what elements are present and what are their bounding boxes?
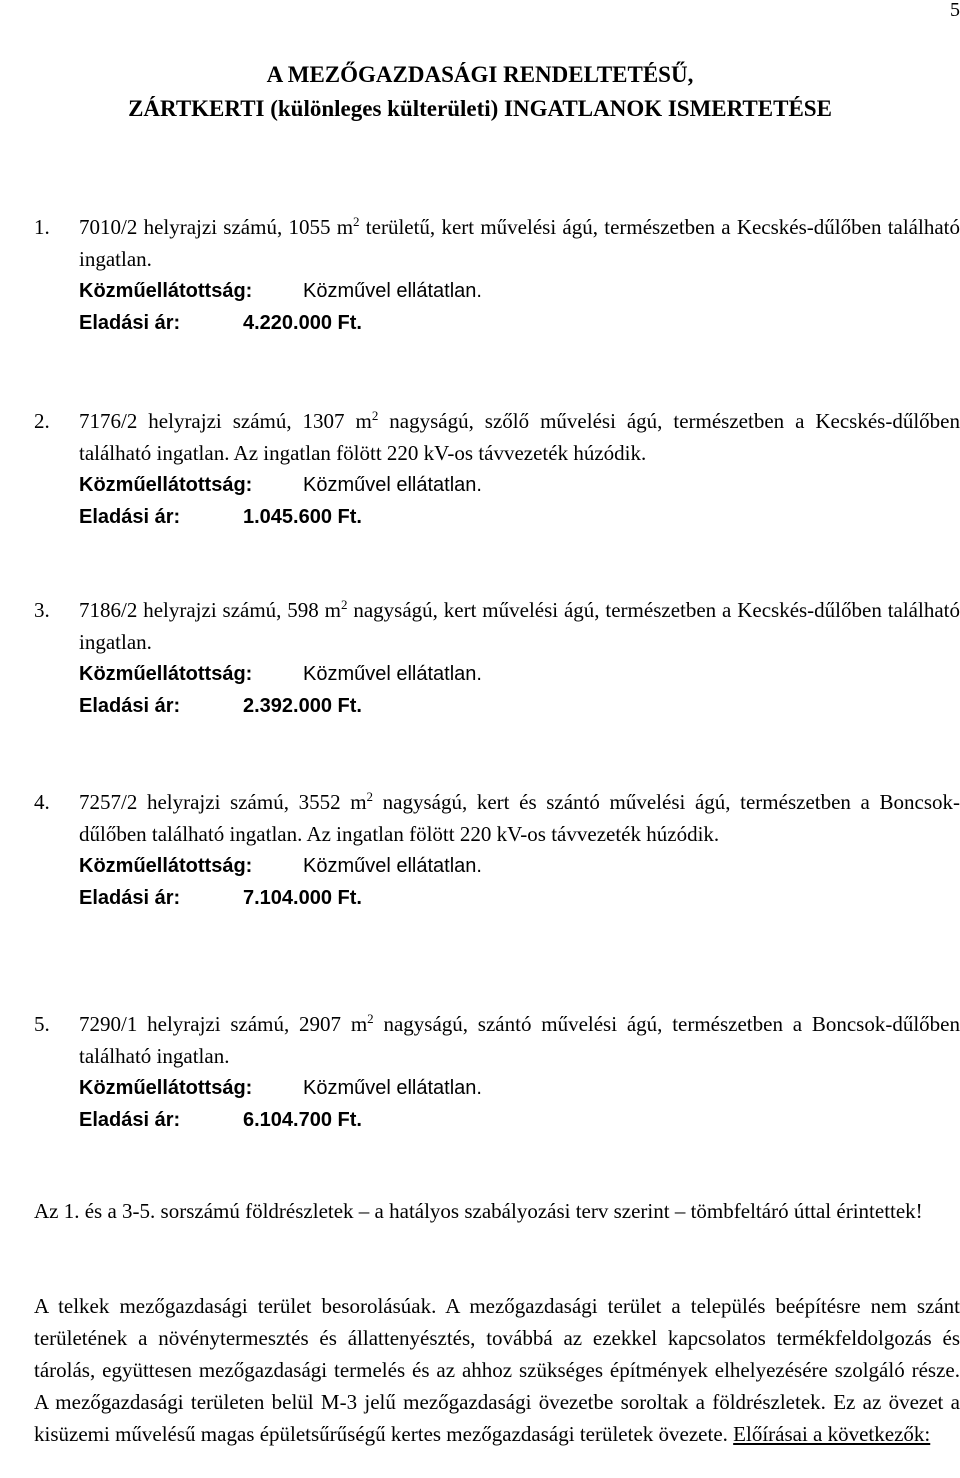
price-label: Eladási ár: — [79, 887, 181, 909]
price-value: 4.220.000 Ft. — [243, 312, 362, 334]
utility-value: Közművel ellátatlan. — [303, 1077, 482, 1099]
superscript: 2 — [371, 408, 379, 423]
item-description — [79, 594, 960, 658]
utility-row — [79, 275, 960, 307]
description-text: területű, kert művelési ágú, természetben a Kecskés-dűlőben található ingatlan. — [79, 215, 960, 271]
price-label: Eladási ár: — [79, 312, 181, 334]
utility-value: Közművel ellátatlan. — [303, 855, 482, 877]
utility-label: Közműellátottság: — [79, 1077, 253, 1099]
superscript: 2 — [353, 214, 360, 229]
price-value: 2.392.000 Ft. — [243, 695, 362, 717]
item-number: 2. — [34, 409, 50, 433]
price-label: Eladási ár: — [79, 695, 181, 717]
description-text: nagyságú, kert művelési ágú, természetben a Kecskés-dűlőben található ingatlan. — [79, 598, 960, 654]
superscript: 2 — [366, 789, 374, 804]
item-number: 4. — [34, 790, 50, 814]
price-row — [79, 307, 960, 339]
item-description — [79, 405, 960, 469]
utility-value: Közművel ellátatlan. — [303, 663, 482, 685]
price-label: Eladási ár: — [79, 1109, 181, 1131]
utility-row — [79, 1072, 960, 1104]
price-row — [79, 690, 960, 722]
description-text: 7290/1 helyrajzi számú, 2907 m — [79, 1012, 368, 1036]
title-line-1: A MEZŐGAZDASÁGI RENDELTETÉSŰ, — [266, 62, 694, 87]
utility-row — [79, 658, 960, 690]
closing-underlined-text: Előírásai a következők: — [733, 1422, 931, 1446]
item-description — [79, 211, 960, 275]
item-description — [79, 1008, 960, 1072]
utility-label: Közműellátottság: — [79, 280, 253, 302]
title-line-2: ZÁRTKERTI (különleges külterületi) INGATLANOK ISMERTETÉSE — [128, 96, 832, 121]
price-value: 1.045.600 Ft. — [243, 506, 362, 528]
page-number: 5 — [950, 0, 960, 21]
closing-text: A telkek mezőgazdasági terület besorolásúak. A mezőgazdasági terület a település beépítésre nem szánt területének a növénytermesztés és állattenyésztés, továbbá az ezekkel kapcsolatos termékfeldolgozás és tárolás, együttesen mezőgazdasági termelés és az ahhoz szükséges építmények elhelyezésére szolgáló része. A mezőgazdasági területen belül M-3 jelű mezőgazdasági övezetbe soroltak a földrészletek. Ez az övezet a kisüzemi művelésű magas épületsűrűségű kertes mezőgazdasági területek övezete. — [34, 1294, 960, 1446]
description-text: 7186/2 helyrajzi számú, 598 m — [79, 598, 341, 622]
utility-row — [79, 469, 960, 501]
description-text: nagyságú, kert és szántó művelési ágú, természetben a Boncsok-dűlőben található ingatlan. Az ingatlan fölött 220 kV-os távvezeték húzódik. — [79, 790, 960, 846]
superscript: 2 — [340, 597, 348, 612]
item-number: 1. — [34, 215, 50, 239]
description-text: nagyságú, szántó művelési ágú, természetben a Boncsok-dűlőben található ingatlan. — [79, 1012, 960, 1068]
price-row — [79, 882, 960, 914]
price-row — [79, 501, 960, 533]
description-text: 7010/2 helyrajzi számú, 1055 m — [79, 215, 354, 239]
item-number: 3. — [34, 598, 50, 622]
superscript: 2 — [367, 1011, 374, 1026]
price-value: 7.104.000 Ft. — [243, 887, 362, 909]
utility-value: Közművel ellátatlan. — [303, 474, 482, 496]
price-label: Eladási ár: — [79, 506, 181, 528]
item-number: 5. — [34, 1012, 50, 1036]
item-description — [79, 786, 960, 850]
utility-row — [79, 850, 960, 882]
description-text: 7176/2 helyrajzi számú, 1307 m — [79, 409, 372, 433]
closing-paragraph — [34, 1290, 960, 1450]
price-value: 6.104.700 Ft. — [243, 1109, 362, 1131]
utility-value: Közművel ellátatlan. — [303, 280, 482, 302]
utility-label: Közműellátottság: — [79, 663, 253, 685]
price-row — [79, 1104, 960, 1136]
utility-label: Közműellátottság: — [79, 855, 253, 877]
page-title — [0, 58, 960, 126]
access-road-note: Az 1. és a 3-5. sorszámú földrészletek – a hatályos szabályozási terv szerint – tömbfeltáró úttal érintettek! — [34, 1199, 923, 1223]
description-text: nagyságú, szőlő művelési ágú, természetben a Kecskés-dűlőben található ingatlan. Az ingatlan fölött 220 kV-os távvezeték húzódik. — [79, 409, 960, 465]
description-text: 7257/2 helyrajzi számú, 3552 m — [79, 790, 367, 814]
utility-label: Közműellátottság: — [79, 474, 253, 496]
